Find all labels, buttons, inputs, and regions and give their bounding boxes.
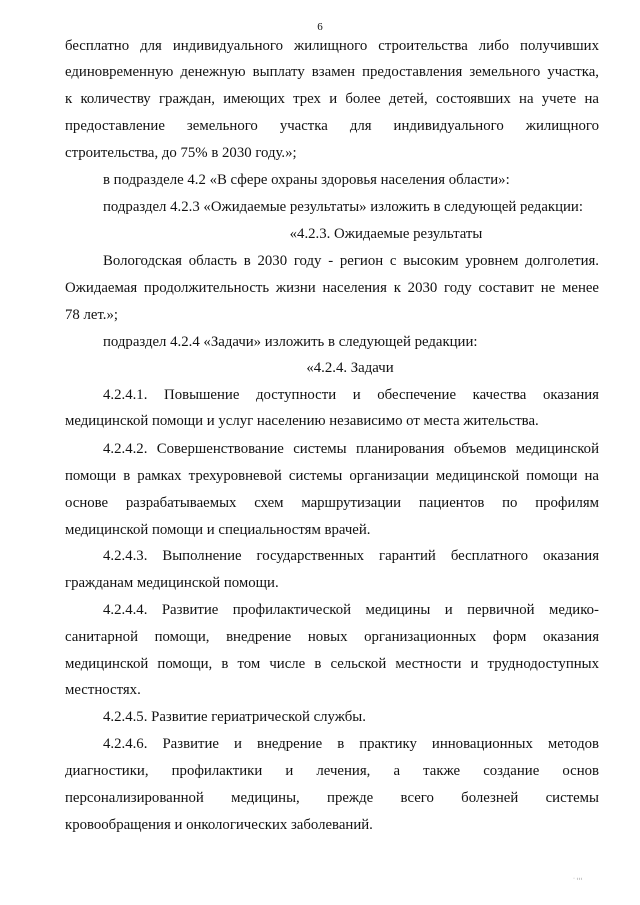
text-line: персонализированной медицины, прежде всего болезней системы	[65, 790, 599, 806]
text-line: помощи в рамках трехуровневой системы организации медицинской помощи на	[65, 468, 599, 484]
text-line: 4.2.4.5. Развитие гериатрической службы.	[103, 709, 366, 725]
text-line: строительства, до 75% в 2030 году.»;	[65, 145, 297, 161]
text-line: кровообращения и онкологических заболеваний.	[65, 817, 373, 833]
text-line: единовременную денежную выплату взамен предоставления земельного участка,	[65, 64, 599, 80]
text-line: к количеству граждан, имеющих трех и более детей, состоявших на учете на	[65, 91, 599, 107]
text-line: 4.2.4.2. Совершенствование системы планирования объемов медицинской	[103, 441, 599, 457]
text-line: диагностики, профилактики и лечения, а также создание основ	[65, 763, 599, 779]
page-number: 6	[317, 21, 323, 33]
text-line: в подразделе 4.2 «В сфере охраны здоровья населения области»:	[103, 172, 510, 188]
text-line: Вологодская область в 2030 году - регион с высоким уровнем долголетия.	[103, 253, 599, 269]
text-line: бесплатно для индивидуального жилищного строительства либо получивших	[65, 38, 599, 54]
text-line: 78 лет.»;	[65, 307, 119, 323]
text-line: 4.2.4.6. Развитие и внедрение в практику инновационных методов	[103, 736, 599, 752]
text-line: 4.2.4.3. Выполнение государственных гарантий бесплатного оказания	[103, 548, 599, 564]
text-line: подраздел 4.2.3 «Ожидаемые результаты» изложить в следующей редакции:	[103, 199, 583, 215]
text-line: предоставление земельного участка для индивидуального жилищного	[65, 118, 599, 134]
text-line: медицинской помощи, в том числе в сельской местности и труднодоступных	[65, 656, 599, 672]
text-line: Ожидаемая продолжительность жизни населения к 2030 году составит не менее	[65, 280, 599, 296]
text-line: медицинской помощи и услуг населению независимо от места жительства.	[65, 413, 539, 429]
text-line: подраздел 4.2.4 «Задачи» изложить в следующей редакции:	[103, 334, 478, 350]
text-line: медицинской помощи и специальностям врачей.	[65, 522, 371, 538]
text-line: местностях.	[65, 682, 141, 698]
text-line: основе разрабатываемых схем маршрутизации пациентов по профилям	[65, 495, 599, 511]
text-line: 4.2.4.1. Повышение доступности и обеспечение качества оказания	[103, 387, 599, 403]
text-line: 4.2.4.4. Развитие профилактической медицины и первичной медико-	[103, 602, 599, 618]
scan-footer-mark: · ‹‹‹	[573, 876, 583, 882]
text-line: гражданам медицинской помощи.	[65, 575, 279, 591]
subsection-heading: «4.2.4. Задачи	[306, 360, 394, 376]
text-line: санитарной помощи, внедрение новых организационных форм оказания	[65, 629, 599, 645]
subsection-heading: «4.2.3. Ожидаемые результаты	[289, 226, 483, 242]
